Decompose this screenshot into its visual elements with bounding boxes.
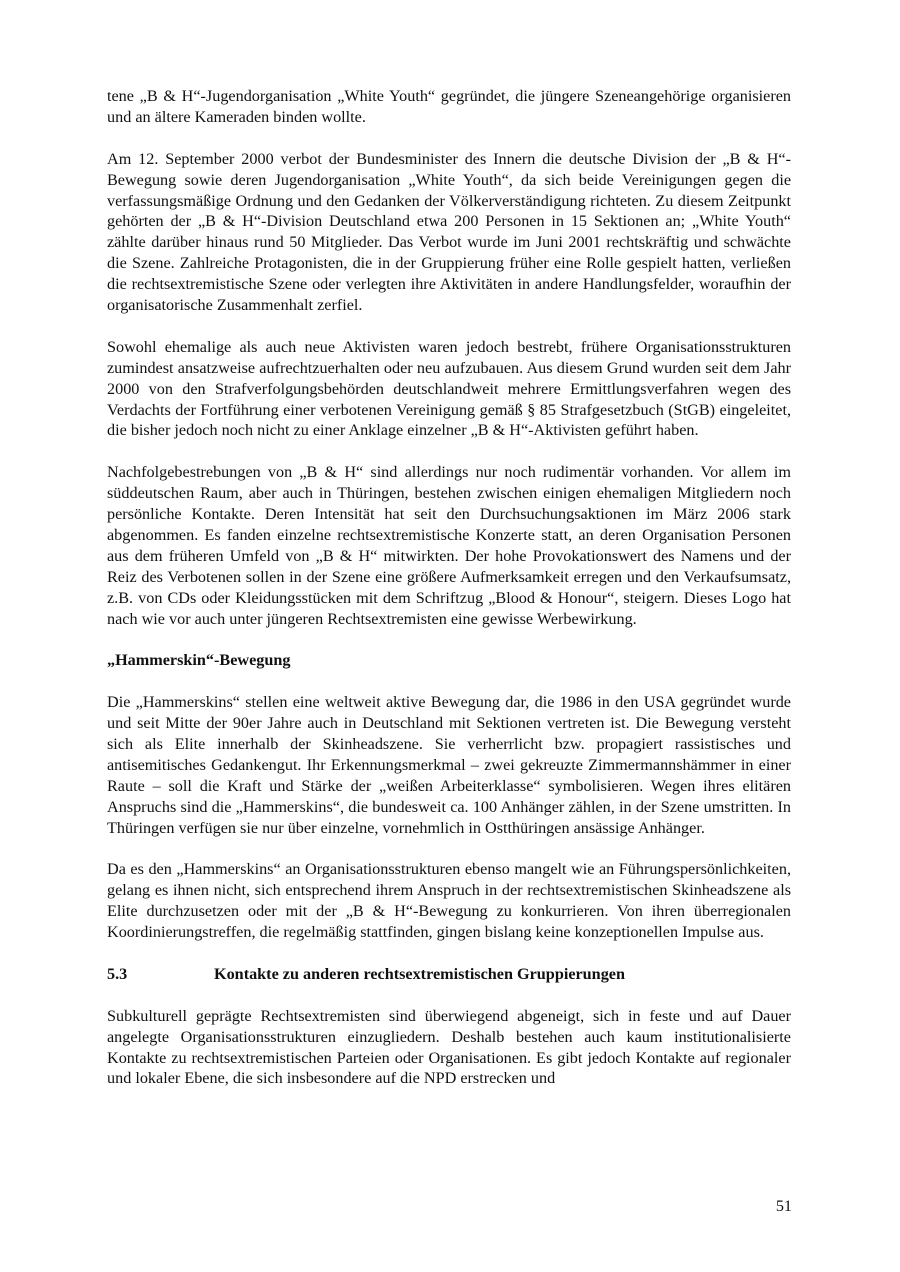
paragraph-white-youth-founding: tene „B & H“-Jugendorganisation „White Youth“ gegründet, die jüngere Szeneangehörige organisieren und an ältere Kameraden binden wollte.	[107, 87, 791, 126]
paragraph-subcultural-contacts: Subkulturell geprägte Rechtsextremisten sind überwiegend abgeneigt, sich in feste und auf Dauer angelegte Organisationsstrukturen einzugliedern. Deshalb bestehen auch kaum institutionalisierte Kontakte zu rechtsextremistischen Parteien oder Organisationen. Es gibt jedoch Kontakte auf regionaler und lokaler Ebene, die sich insbesondere auf die NPD erstrecken und	[107, 1006, 791, 1088]
paragraph-successor-efforts: Nachfolgebestrebungen von „B & H“ sind allerdings nur noch rudimentär vorhanden. Vor allem im süddeutschen Raum, aber auch in Thüringen, bestehen zwischen einigen ehemaligen Mitgliedern noch persönliche Kontakte. Deren Intensität hat seit den Durchsuchungsaktionen im März 2006 stark abgenommen. Es fanden einzelne rechtsextremistische Konzerte statt, an deren Organisation Personen aus dem früheren Umfeld von „B & H“ mitwirkten. Der hohe Provokationswert des Namens und der Reiz des Verbotenen sollen in der Szene eine größere Aufmerksamkeit erregen und den Verkaufsumsatz, z.B. von CDs oder Kleidungsstücken mit dem Schriftzug „Blood & Honour“, steigern. Dieses Logo hat nach wie vor auch unter jüngeren Rechtsextremisten eine gewisse Werbewirkung.	[107, 463, 791, 628]
paragraph-investigations: Sowohl ehemalige als auch neue Aktivisten waren jedoch bestrebt, frühere Organisationsstrukturen zumindest ansatzweise aufrechtzuerhalten oder neu aufzubauen. Aus diesem Grund wurden seit dem Jahr 2000 von den Strafverfolgungsbehörden deutschlandweit mehrere Ermittlungsverfahren wegen des Verdachts der Fortführung einer verbotenen Vereinigung gemäß § 85 Strafgesetzbuch (StGB) eingeleitet, die bisher jedoch noch nicht zu einer Anklage einzelner „B & H“-Aktivisten geführt haben.	[107, 337, 791, 440]
section-title: Kontakte zu anderen rechtsextremistischen Gruppierungen	[214, 964, 625, 983]
document-page	[107, 86, 791, 1089]
paragraph-ban-2000: Am 12. September 2000 verbot der Bundesminister des Innern die deutsche Division der „B & H“-Bewegung sowie deren Jugendorganisation „White Youth“, da sich beide Vereinigungen gegen die verfassungsmäßige Ordnung und den Gedanken der Völkerverständigung richteten. Zu diesem Zeitpunkt gehörten der „B & H“-Division Deutschland etwa 200 Personen in 15 Sektionen an; „White Youth“ zählte darüber hinaus rund 50 Mitglieder. Das Verbot wurde im Juni 2001 rechtskräftig und schwächte die Szene. Zahlreiche Protagonisten, die in der Gruppierung früher eine Rolle gespielt hatten, verließen die rechtsextremistische Szene oder verlegten ihre Aktivitäten in andere Handlungsfelder, woraufhin der organisatorische Zusammenhalt zerfiel.	[107, 149, 791, 315]
hammerskin-heading: „Hammerskin“-Bewegung	[107, 651, 291, 670]
paragraph-hammerskins-movement: Die „Hammerskins“ stellen eine weltweit aktive Bewegung dar, die 1986 in den USA gegründet wurde und seit Mitte der 90er Jahre auch in Deutschland mit Sektionen vertreten ist. Die Bewegung versteht sich als Elite innerhalb der Skinheadszene. Sie verherrlicht bzw. propagiert rassistisches und antisemitisches Gedankengut. Ihr Erkennungsmerkmal – zwei gekreuzte Zimmermannshämmer in einer Raute – soll die Kraft und Stärke der „weißen Arbeiterklasse“ symbolisieren. Wegen ihres elitären Anspruchs sind die „Hammerskins“, die bundesweit ca. 100 Anhänger zählen, in der Szene umstritten. In Thüringen verfügen sie nur über einzelne, vornehmlich in Ostthüringen ansässige Anhänger.	[107, 693, 791, 837]
paragraph-hammerskins-structures: Da es den „Hammerskins“ an Organisationsstrukturen ebenso mangelt wie an Führungspersönlichkeiten, gelang es ihnen nicht, sich entsprechend ihrem Anspruch in der rechtsextremistischen Skinheadszene als Elite durchzusetzen oder mit der „B & H“-Bewegung zu konkurrieren. Von ihren überregionalen Koordinierungstreffen, die regelmäßig stattfinden, gingen bislang keine konzeptionellen Impulse aus.	[107, 860, 791, 942]
section-heading	[107, 964, 791, 985]
section-number: 5.3	[107, 964, 128, 983]
page-number: 51	[775, 1197, 792, 1215]
